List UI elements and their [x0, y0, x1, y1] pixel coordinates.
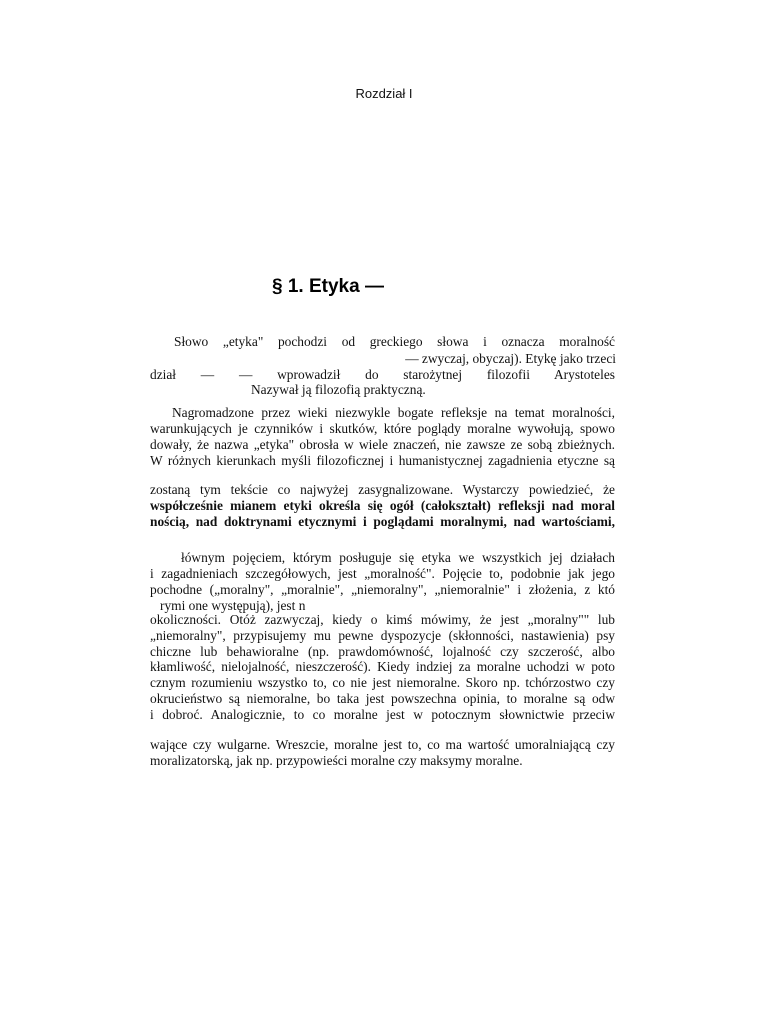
text-line: warunkujących je czynników i skutków, które poglądy moralne wywołują, spowo	[150, 421, 615, 436]
text-line: W różnych kierunkach myśli filozoficznej i humanistycznej zagadnienia etyczne są	[150, 453, 615, 468]
text-line: okoliczności. Otóż zazwyczaj, kiedy o kimś mówimy, że jest „moralny"" lub	[150, 612, 615, 627]
text-line: cznym rozumieniu wszystko to, co nie jest niemoralne. Skoro np. tchórzostwo czy	[150, 675, 615, 690]
text-line: Nagromadzone przez wieki niezwykle bogate refleksje na temat moralności,	[172, 405, 615, 420]
text-line: i dobroć. Analogicznie, to co moralne jest w potocznym słownictwie przeciw	[150, 707, 615, 722]
text-line: współcześnie mianem etyki określa się ogół (całokształt) refleksji nad moral	[150, 498, 615, 513]
text-line: i zagadnieniach szczegółowych, jest „moralność". Pojęcie to, podobnie jak jego	[150, 566, 615, 581]
text-line: nością, nad doktrynami etycznymi i poglądami moralnymi, nad wartościami,	[150, 514, 615, 529]
text-line: zostaną tym tekście co najwyżej zasygnalizowane. Wystarczy powiedzieć, że	[150, 482, 615, 497]
text-line: moralizatorską, jak np. przypowieści moralne czy maksymy moralne.	[150, 753, 523, 768]
text-line: pochodne („moralny", „moralnie", „niemoralny", „niemoralnie" i złożenia, z któ	[150, 582, 615, 597]
section-heading: § 1. Etyka —	[272, 276, 384, 297]
text-line: chiczne lub behawioralne (np. prawdomówność, lojalność czy szczerość, albo	[150, 644, 615, 659]
text-line: Słowo „etyka" pochodzi od greckiego słowa i oznacza moralność	[174, 334, 615, 349]
text-line: wające czy wulgarne. Wreszcie, moralne jest to, co ma wartość umoralniającą czy	[150, 737, 615, 752]
text-line: dział — — wprowadził do starożytnej filozofii Arystoteles	[150, 367, 615, 382]
text-line: łównym pojęciem, którym posługuje się etyka we wszystkich jej działach	[181, 550, 615, 565]
text-line: rymi one występują), jest n	[160, 598, 306, 613]
text-line: Nazywał ją filozofią praktyczną.	[251, 382, 426, 397]
text-line: — zwyczaj, obyczaj). Etykę jako trzeci	[405, 351, 616, 366]
chapter-header: Rozdział I	[355, 86, 413, 101]
text-line: okrucieństwo są niemoralne, bo taka jest powszechna opinia, to moralne są odw	[150, 691, 615, 706]
text-line: „niemoralny", przypisujemy mu pewne dyspozycje (skłonności, nastawienia) psy	[150, 628, 615, 643]
text-line: dowały, że nazwa „etyka" obrosła w wiele znaczeń, nie zawsze ze sobą zbieżnych.	[150, 437, 615, 452]
text-line: kłamliwość, nielojalność, nieszczerość). Kiedy indziej za moralne uchodzi w poto	[150, 659, 615, 674]
